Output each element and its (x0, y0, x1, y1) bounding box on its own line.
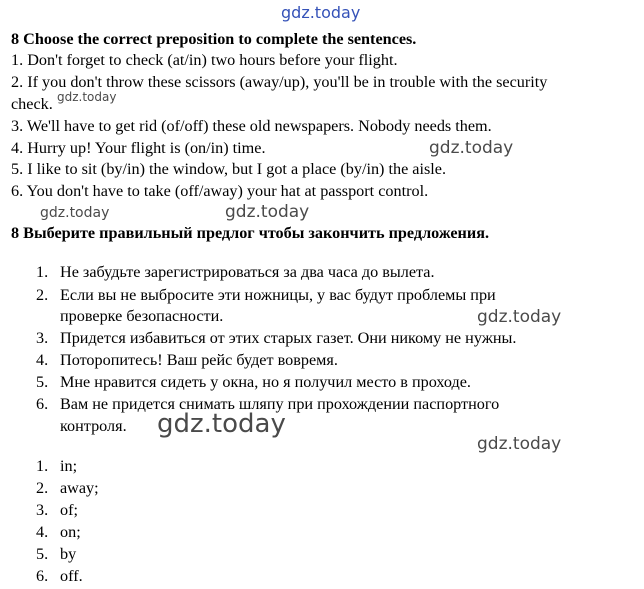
answer-text: on; (60, 523, 81, 541)
russian-item (36, 328, 516, 348)
item-text: проверке безопасности. (60, 307, 224, 325)
watermark-top: gdz.today (281, 3, 361, 22)
item-number: 3. (36, 329, 49, 347)
item-number: 5. (36, 373, 49, 391)
english-sentence-1: 1. Don't forget to check (at/in) two hours before your flight. (11, 51, 398, 69)
item-number: 6. (36, 395, 49, 413)
russian-item (36, 394, 499, 414)
russian-item (36, 285, 496, 305)
item-number: 4. (36, 351, 49, 369)
item-text: Придется избавиться от этих старых газет. Они никому не нужны. (60, 329, 517, 347)
russian-item (36, 262, 435, 282)
item-text: Если вы не выбросите эти ножницы, у вас будут проблемы при (60, 286, 496, 304)
english-sentence-4: 4. Hurry up! Your flight is (on/in) time. (11, 139, 266, 157)
answer-number: 2. (36, 479, 49, 497)
russian-heading: 8 Выберите правильный предлог чтобы закончить предложения. (11, 224, 490, 242)
russian-item (36, 350, 338, 370)
answer-item (36, 500, 78, 520)
answer-item (36, 566, 83, 586)
russian-item-cont (36, 306, 223, 326)
item-number: 1. (36, 263, 49, 281)
watermark: gdz.today (57, 90, 117, 104)
english-sentence-2-cont: check. (11, 95, 53, 113)
answer-text: away; (60, 479, 99, 497)
watermark: gdz.today (40, 205, 110, 221)
answer-item (36, 456, 77, 476)
answer-number: 3. (36, 501, 49, 519)
item-text: Мне нравится сидеть у окна, но я получил место в проходе. (60, 373, 471, 391)
answer-item (36, 478, 99, 498)
answer-text: by (60, 545, 77, 563)
item-text: Поторопитесь! Ваш рейс будет вовремя. (60, 351, 338, 369)
answer-text: in; (60, 457, 78, 475)
answer-number: 5. (36, 545, 49, 563)
item-text: контроля. (60, 417, 127, 435)
watermark: gdz.today (477, 307, 562, 327)
item-text: Вам не придется снимать шляпу при прохождении паспортного (60, 395, 500, 413)
english-heading: 8 Choose the correct preposition to complete the sentences. (11, 30, 417, 48)
answer-item (36, 544, 76, 564)
watermark-large: gdz.today (157, 409, 286, 439)
answer-number: 6. (36, 567, 49, 585)
answer-text: off. (60, 567, 83, 585)
english-sentence-6: 6. You don't have to take (off/away) your hat at passport control. (11, 182, 429, 200)
english-sentence-2: 2. If you don't throw these scissors (away/up), you'll be in trouble with the security (11, 73, 548, 91)
answer-item (36, 522, 81, 542)
english-sentence-3: 3. We'll have to get rid (of/off) these old newspapers. Nobody needs them. (11, 117, 492, 135)
answer-text: of; (60, 501, 78, 519)
russian-item (36, 372, 471, 392)
watermark: gdz.today (429, 138, 514, 158)
english-sentence-5: 5. I like to sit (by/in) the window, but I got a place (by/in) the aisle. (11, 160, 447, 178)
answer-number: 1. (36, 457, 49, 475)
answer-number: 4. (36, 523, 49, 541)
item-text: Не забудьте зарегистрироваться за два часа до вылета. (60, 263, 435, 281)
russian-item-cont (36, 416, 127, 436)
watermark: gdz.today (225, 202, 310, 222)
item-number: 2. (36, 286, 49, 304)
watermark: gdz.today (477, 434, 562, 454)
